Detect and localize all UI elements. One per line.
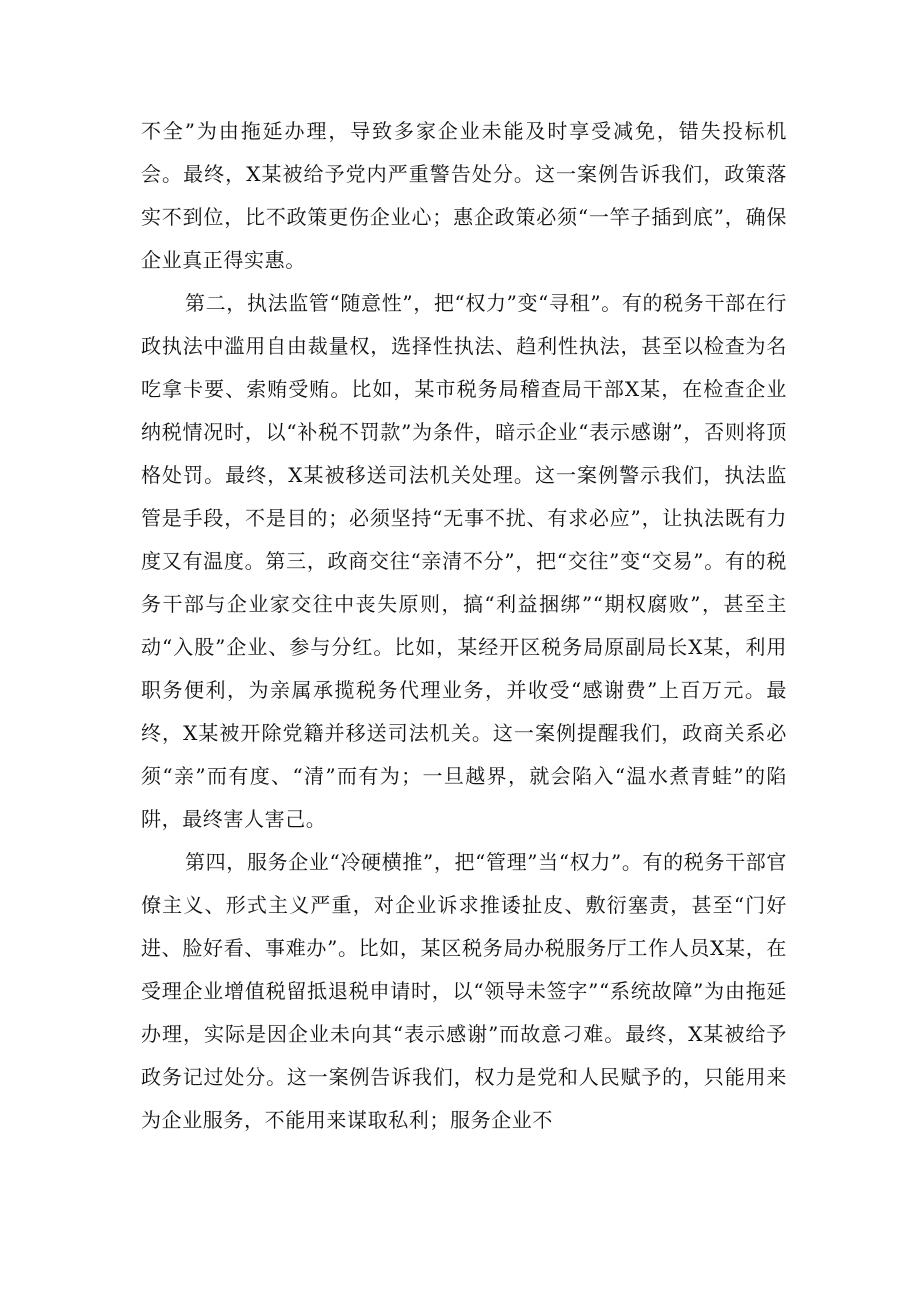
paragraph-3: 第四，服务企业“冷硬横推”，把“管理”当“权力”。有的税务干部官僚主义、形式主义严重，对企业诉求推诿扯皮、敷衍塞责，甚至“门好进、脸好看、事难办”。比如，某区税务局办税服务厅工作人员X某，在受理企业增值税留抵退税申请时，以“领导未签字”“系统故障”为由拖延办理，实际是因企业未向其“表示感谢”而故意刁难。最终，X某被给予政务记过处分。这一案例告诉我们，权力是党和人民赋予的，只能用来为企业服务，不能用来谋取私利；服务企业不 bbox=[141, 850, 787, 1132]
paragraph-1: 不全”为由拖延办理，导致多家企业未能及时享受减免，错失投标机会。最终，X某被给予党内严重警告处分。这一案例告诉我们，政策落实不到位，比不政策更伤企业心；惠企政策必须“一竿子插到底”，确保企业真正得实惠。 bbox=[141, 119, 787, 272]
document-body bbox=[141, 110, 787, 1142]
paragraph-2: 第二，执法监管“随意性”，把“权力”变“寻租”。有的税务干部在行政执法中滥用自由裁量权，选择性执法、趋利性执法，甚至以检查为名吃拿卡要、索贿受贿。比如，某市税务局稽查局干部X某，在检查企业纳税情况时，以“补税不罚款”为条件，暗示企业“表示感谢”，否则将顶格处罚。最终，X某被移送司法机关处理。这一案例警示我们，执法监管是手段，不是目的；必须坚持“无事不扰、有求必应”，让执法既有力度又有温度。第三，政商交往“亲清不分”，把“交往”变“交易”。有的税务干部与企业家交往中丧失原则，搞“利益捆绑”“期权腐败”，甚至主动“入股”企业、参与分红。比如，某经开区税务局原副局长X某，利用职务便利，为亲属承揽税务代理业务，并收受“感谢费”上百万元。最终，X某被开除党籍并移送司法机关。这一案例提醒我们，政商关系必须“亲”而有度、“清”而有为；一旦越界，就会陷入“温水煮青蛙”的陷阱，最终害人害己。 bbox=[141, 291, 787, 831]
